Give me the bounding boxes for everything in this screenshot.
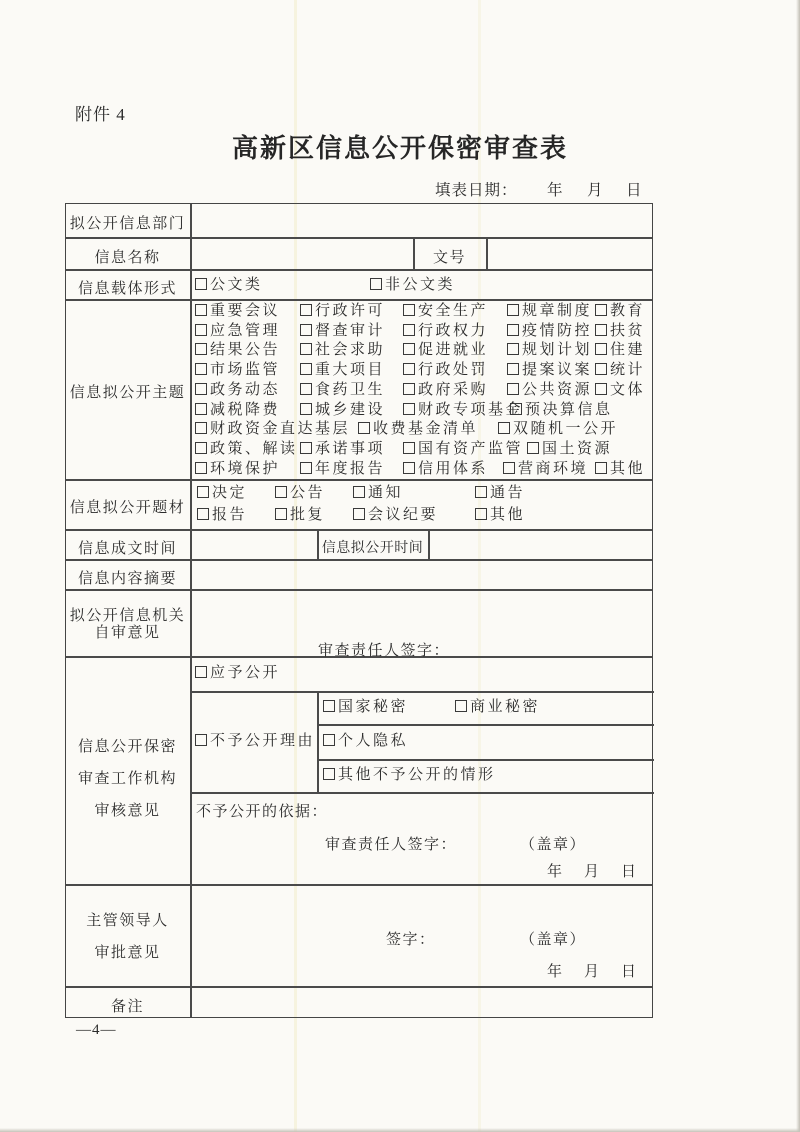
- checkbox-option[interactable]: [595, 303, 645, 320]
- checkbox-option[interactable]: [197, 507, 247, 524]
- checkbox-option-non-official-document[interactable]: [370, 277, 455, 294]
- checkbox-icon[interactable]: [195, 324, 207, 336]
- table-line: [66, 269, 652, 271]
- attachment-label: 附件 4: [75, 105, 126, 124]
- checkbox-icon[interactable]: [195, 403, 207, 415]
- checkbox-icon[interactable]: [455, 700, 467, 712]
- checkbox-icon[interactable]: [370, 278, 382, 290]
- checkbox-icon[interactable]: [300, 462, 312, 474]
- department-label: 拟公开信息部门: [69, 216, 186, 232]
- checkbox-option[interactable]: [195, 303, 280, 320]
- checkbox-label: 结果公告: [210, 342, 281, 359]
- checkbox-option[interactable]: [527, 441, 612, 458]
- checkbox-label: 国土资源: [542, 440, 613, 457]
- summary-label: 信息内容摘要: [77, 571, 177, 587]
- checkbox-option[interactable]: [300, 382, 385, 399]
- checkbox-label: 会议纪要: [368, 507, 439, 523]
- checkbox-label: 行政许可: [315, 303, 386, 319]
- checkbox-label: 扶贫: [610, 322, 646, 339]
- checkbox-label: 城乡建设: [315, 401, 386, 418]
- checkbox-option[interactable]: [403, 323, 488, 340]
- checkbox-option[interactable]: [507, 362, 592, 379]
- checkbox-label: 应急管理: [210, 322, 281, 339]
- remarks-label: 备注: [110, 999, 144, 1015]
- review-org-label-line: 审核意见: [94, 803, 161, 819]
- topics-label: 信息拟公开主题: [69, 385, 186, 401]
- checkbox-icon[interactable]: [195, 734, 207, 746]
- checkbox-option[interactable]: [507, 323, 592, 340]
- self-review-opinion-cell[interactable]: [190, 590, 655, 656]
- checkbox-label: 行政权力: [418, 322, 489, 339]
- remarks-value-cell[interactable]: [190, 988, 655, 1017]
- checkbox-option[interactable]: [595, 382, 645, 399]
- review-org-label: [65, 731, 190, 827]
- checkbox-icon[interactable]: [300, 343, 312, 355]
- checkbox-option-should-publish[interactable]: [195, 665, 280, 682]
- checkbox-label: 促进就业: [418, 342, 489, 359]
- checkbox-option[interactable]: [403, 441, 523, 458]
- checkbox-option[interactable]: [300, 362, 385, 379]
- checkbox-icon[interactable]: [498, 422, 510, 434]
- checkbox-label: 提案议案: [522, 362, 593, 379]
- self-review-label: [65, 608, 190, 642]
- checkbox-option[interactable]: [510, 402, 613, 419]
- checkbox-option-personal-privacy[interactable]: [323, 733, 408, 750]
- checkbox-label: 商业秘密: [470, 699, 541, 715]
- review-sign-label: 审查责任人签字：: [325, 837, 458, 853]
- written-time-label: 信息成文时间: [77, 541, 177, 557]
- checkbox-icon[interactable]: [195, 304, 207, 316]
- publish-time-value-cell[interactable]: [429, 530, 655, 559]
- checkbox-option[interactable]: [475, 507, 525, 524]
- checkbox-label: 文体: [610, 381, 646, 398]
- checkbox-option[interactable]: [195, 421, 350, 438]
- checkbox-label: 报告: [212, 507, 248, 523]
- checkbox-label: 其他: [490, 507, 526, 523]
- summary-value-cell[interactable]: [190, 560, 655, 589]
- checkbox-label: 重大项目: [315, 362, 386, 379]
- checkbox-option[interactable]: [595, 461, 645, 478]
- checkbox-label: 财政资金直达基层: [210, 421, 351, 438]
- table-line: [317, 691, 319, 792]
- department-value-cell[interactable]: [190, 204, 655, 237]
- checkbox-label: 规划计划: [522, 342, 593, 359]
- checkbox-label: 政务动态: [210, 381, 281, 398]
- checkbox-label: 国家秘密: [338, 699, 409, 715]
- review-date-month: 月: [584, 864, 600, 880]
- scan-edge: [0, 1128, 800, 1132]
- checkbox-label: 承诺事项: [315, 440, 386, 457]
- checkbox-label: 食药卫生: [315, 381, 386, 398]
- checkbox-option[interactable]: [300, 323, 385, 340]
- checkbox-label: 通告: [490, 485, 526, 501]
- checkbox-icon[interactable]: [195, 442, 207, 454]
- checkbox-option[interactable]: [195, 441, 298, 458]
- self-review-sign-label: 审查责任人签字：: [318, 643, 451, 659]
- checkbox-icon[interactable]: [300, 324, 312, 336]
- checkbox-option[interactable]: [403, 461, 488, 478]
- checkbox-icon[interactable]: [275, 486, 287, 498]
- checkbox-icon[interactable]: [197, 486, 209, 498]
- checkbox-label: 其他不予公开的情形: [338, 767, 496, 783]
- checkbox-icon[interactable]: [507, 383, 519, 395]
- checkbox-label: 住建: [610, 342, 646, 359]
- checkbox-option[interactable]: [300, 461, 385, 478]
- checkbox-icon[interactable]: [595, 324, 607, 336]
- checkbox-label: 双随机一公开: [513, 421, 619, 438]
- leader-date-month: 月: [584, 964, 600, 980]
- checkbox-option[interactable]: [475, 485, 525, 502]
- checkbox-label: 公告: [290, 485, 326, 501]
- leader-seal-label: （盖章）: [520, 932, 587, 948]
- checkbox-label: 个人隐私: [338, 733, 409, 749]
- carrier-label: 信息载体形式: [77, 281, 177, 297]
- checkbox-option[interactable]: [300, 402, 385, 419]
- checkbox-label: 市场监管: [210, 362, 281, 379]
- review-org-label-line: 审查工作机构: [77, 771, 177, 787]
- checkbox-icon[interactable]: [403, 442, 415, 454]
- checkbox-option-official-document[interactable]: [195, 277, 263, 294]
- table-line: [190, 691, 654, 693]
- checkbox-icon[interactable]: [403, 462, 415, 474]
- checkbox-option[interactable]: [300, 342, 385, 359]
- basis-label: 不予公开的依据：: [196, 804, 329, 820]
- table-line: [317, 724, 654, 726]
- checkbox-icon[interactable]: [403, 304, 415, 316]
- checkbox-option[interactable]: [195, 362, 280, 379]
- checkbox-icon[interactable]: [403, 403, 415, 415]
- checkbox-label: 收费基金清单: [373, 421, 479, 438]
- checkbox-icon[interactable]: [595, 462, 607, 474]
- checkbox-option[interactable]: [507, 342, 592, 359]
- checkbox-option[interactable]: [507, 382, 592, 399]
- checkbox-icon[interactable]: [403, 343, 415, 355]
- checkbox-option[interactable]: [358, 421, 478, 438]
- checkbox-option[interactable]: [503, 461, 588, 478]
- checkbox-option[interactable]: [300, 441, 385, 458]
- checkbox-label: 批复: [290, 507, 326, 523]
- checkbox-option[interactable]: [197, 485, 247, 502]
- checkbox-icon[interactable]: [507, 324, 519, 336]
- checkbox-option[interactable]: [595, 362, 645, 379]
- checkbox-option[interactable]: [498, 421, 618, 438]
- checkbox-label: 教育: [610, 303, 646, 319]
- leader-date-year: 年: [547, 964, 563, 980]
- self-review-label-line: 拟公开信息机关: [69, 608, 186, 624]
- checkbox-option[interactable]: [403, 382, 488, 399]
- checkbox-label: 行政处罚: [418, 362, 489, 379]
- fill-date-year: 年: [547, 182, 564, 199]
- checkbox-option[interactable]: [195, 461, 280, 478]
- checkbox-icon[interactable]: [527, 442, 539, 454]
- genre-checkbox-grid: [190, 480, 655, 530]
- fill-date-label: 填表日期：: [435, 182, 518, 199]
- checkbox-option[interactable]: [195, 342, 280, 359]
- checkbox-option-other-cases[interactable]: [323, 767, 496, 784]
- checkbox-label: 重要会议: [210, 303, 281, 319]
- checkbox-icon[interactable]: [358, 422, 370, 434]
- checkbox-label: 财政专项基金: [418, 401, 524, 418]
- checkbox-option[interactable]: [403, 402, 523, 419]
- checkbox-label: 政策、解读: [210, 440, 298, 457]
- checkbox-label: 其他: [610, 460, 646, 477]
- checkbox-option[interactable]: [195, 323, 280, 340]
- checkbox-label: 应予公开: [210, 665, 281, 681]
- publish-time-label: 信息拟公开时间: [321, 541, 424, 556]
- leader-label: [65, 905, 190, 969]
- scan-edge: [796, 0, 800, 1132]
- checkbox-icon[interactable]: [595, 363, 607, 375]
- review-date-day: 日: [621, 864, 637, 880]
- page-title: 高新区信息公开保密审查表: [231, 133, 568, 163]
- checkbox-icon[interactable]: [197, 508, 209, 520]
- doc-no-label: 文号: [432, 250, 466, 266]
- checkbox-icon[interactable]: [595, 304, 607, 316]
- checkbox-label: 统计: [610, 362, 646, 379]
- checkbox-label: 公共资源: [522, 381, 593, 398]
- checkbox-icon[interactable]: [403, 324, 415, 336]
- checkbox-icon[interactable]: [300, 304, 312, 316]
- checkbox-label: 规章制度: [522, 303, 593, 319]
- checkbox-icon[interactable]: [403, 383, 415, 395]
- checkbox-icon[interactable]: [323, 734, 335, 746]
- basis-value-cell[interactable]: [190, 793, 655, 884]
- checkbox-option[interactable]: [195, 382, 280, 399]
- checkbox-icon[interactable]: [475, 508, 487, 520]
- checkbox-icon[interactable]: [195, 363, 207, 375]
- checkbox-label: 国有资产监管: [418, 440, 524, 457]
- checkbox-icon[interactable]: [507, 343, 519, 355]
- checkbox-option[interactable]: [353, 485, 403, 502]
- checkbox-icon[interactable]: [195, 278, 207, 290]
- checkbox-label: 政府采购: [418, 381, 489, 398]
- checkbox-label: 减税降费: [210, 401, 281, 418]
- checkbox-icon[interactable]: [275, 508, 287, 520]
- review-date-year: 年: [547, 864, 563, 880]
- checkbox-icon[interactable]: [595, 343, 607, 355]
- checkbox-icon[interactable]: [195, 422, 207, 434]
- checkbox-icon[interactable]: [195, 462, 207, 474]
- checkbox-icon[interactable]: [510, 403, 522, 415]
- checkbox-icon[interactable]: [353, 486, 365, 498]
- checkbox-label: 公文类: [210, 277, 263, 293]
- genres-label: 信息拟公开题材: [69, 500, 186, 516]
- checkbox-label: 年度报告: [315, 460, 386, 477]
- checkbox-option[interactable]: [275, 507, 325, 524]
- topic-checkbox-grid: [190, 300, 655, 480]
- checkbox-label: 社会求助: [315, 342, 386, 359]
- checkbox-label: 安全生产: [418, 303, 489, 319]
- checkbox-icon[interactable]: [475, 486, 487, 498]
- review-seal-label: （盖章）: [520, 837, 587, 853]
- checkbox-label: 疫情防控: [522, 322, 593, 339]
- checkbox-icon[interactable]: [300, 383, 312, 395]
- checkbox-label: 决定: [212, 485, 248, 501]
- checkbox-icon[interactable]: [503, 462, 515, 474]
- page-number: —4—: [76, 1022, 117, 1038]
- review-org-label-line: 信息公开保密: [77, 739, 177, 755]
- checkbox-option[interactable]: [300, 303, 385, 320]
- info-name-label: 信息名称: [94, 250, 161, 266]
- checkbox-option-state-secret[interactable]: [323, 699, 408, 716]
- fill-date-day: 日: [626, 182, 643, 199]
- checkbox-icon[interactable]: [323, 768, 335, 780]
- checkbox-icon[interactable]: [195, 666, 207, 678]
- checkbox-label: 预决算信息: [525, 401, 613, 418]
- checkbox-label: 信用体系: [418, 460, 489, 477]
- checkbox-icon[interactable]: [300, 363, 312, 375]
- leader-date-day: 日: [621, 964, 637, 980]
- leader-opinion-cell[interactable]: [190, 886, 655, 986]
- checkbox-icon[interactable]: [323, 700, 335, 712]
- checkbox-option[interactable]: [195, 402, 280, 419]
- checkbox-option-trade-secret[interactable]: [455, 699, 540, 716]
- checkbox-option[interactable]: [595, 342, 645, 359]
- checkbox-label: 不予公开理由: [210, 733, 316, 749]
- checkbox-icon[interactable]: [595, 383, 607, 395]
- checkbox-label: 环境保护: [210, 460, 281, 477]
- self-review-label-line: 自审意见: [94, 625, 161, 641]
- leader-sign-label: 签字：: [386, 932, 436, 948]
- checkbox-icon[interactable]: [507, 304, 519, 316]
- checkbox-icon[interactable]: [300, 442, 312, 454]
- checkbox-icon[interactable]: [507, 363, 519, 375]
- checkbox-option[interactable]: [353, 507, 438, 524]
- info-name-value-cell[interactable]: [190, 238, 412, 269]
- leader-label-line: 审批意见: [94, 945, 161, 961]
- checkbox-icon[interactable]: [353, 508, 365, 520]
- leader-label-line: 主管领导人: [86, 913, 169, 929]
- doc-no-value-cell[interactable]: [487, 238, 655, 269]
- checkbox-icon[interactable]: [300, 403, 312, 415]
- checkbox-icon[interactable]: [403, 363, 415, 375]
- checkbox-option[interactable]: [403, 362, 488, 379]
- checkbox-option[interactable]: [275, 485, 325, 502]
- checkbox-label: 通知: [368, 485, 404, 501]
- checkbox-option[interactable]: [595, 323, 645, 340]
- fill-date-month: 月: [587, 182, 604, 199]
- checkbox-option-no-publish-reason[interactable]: [195, 733, 315, 750]
- written-time-value-cell[interactable]: [190, 530, 316, 559]
- table-line: [317, 759, 654, 761]
- checkbox-label: 非公文类: [385, 277, 456, 293]
- checkbox-option[interactable]: [403, 303, 488, 320]
- checkbox-icon[interactable]: [195, 383, 207, 395]
- checkbox-icon[interactable]: [195, 343, 207, 355]
- checkbox-option[interactable]: [507, 303, 592, 320]
- checkbox-label: 督查审计: [315, 322, 386, 339]
- checkbox-option[interactable]: [403, 342, 488, 359]
- checkbox-label: 营商环境: [518, 460, 589, 477]
